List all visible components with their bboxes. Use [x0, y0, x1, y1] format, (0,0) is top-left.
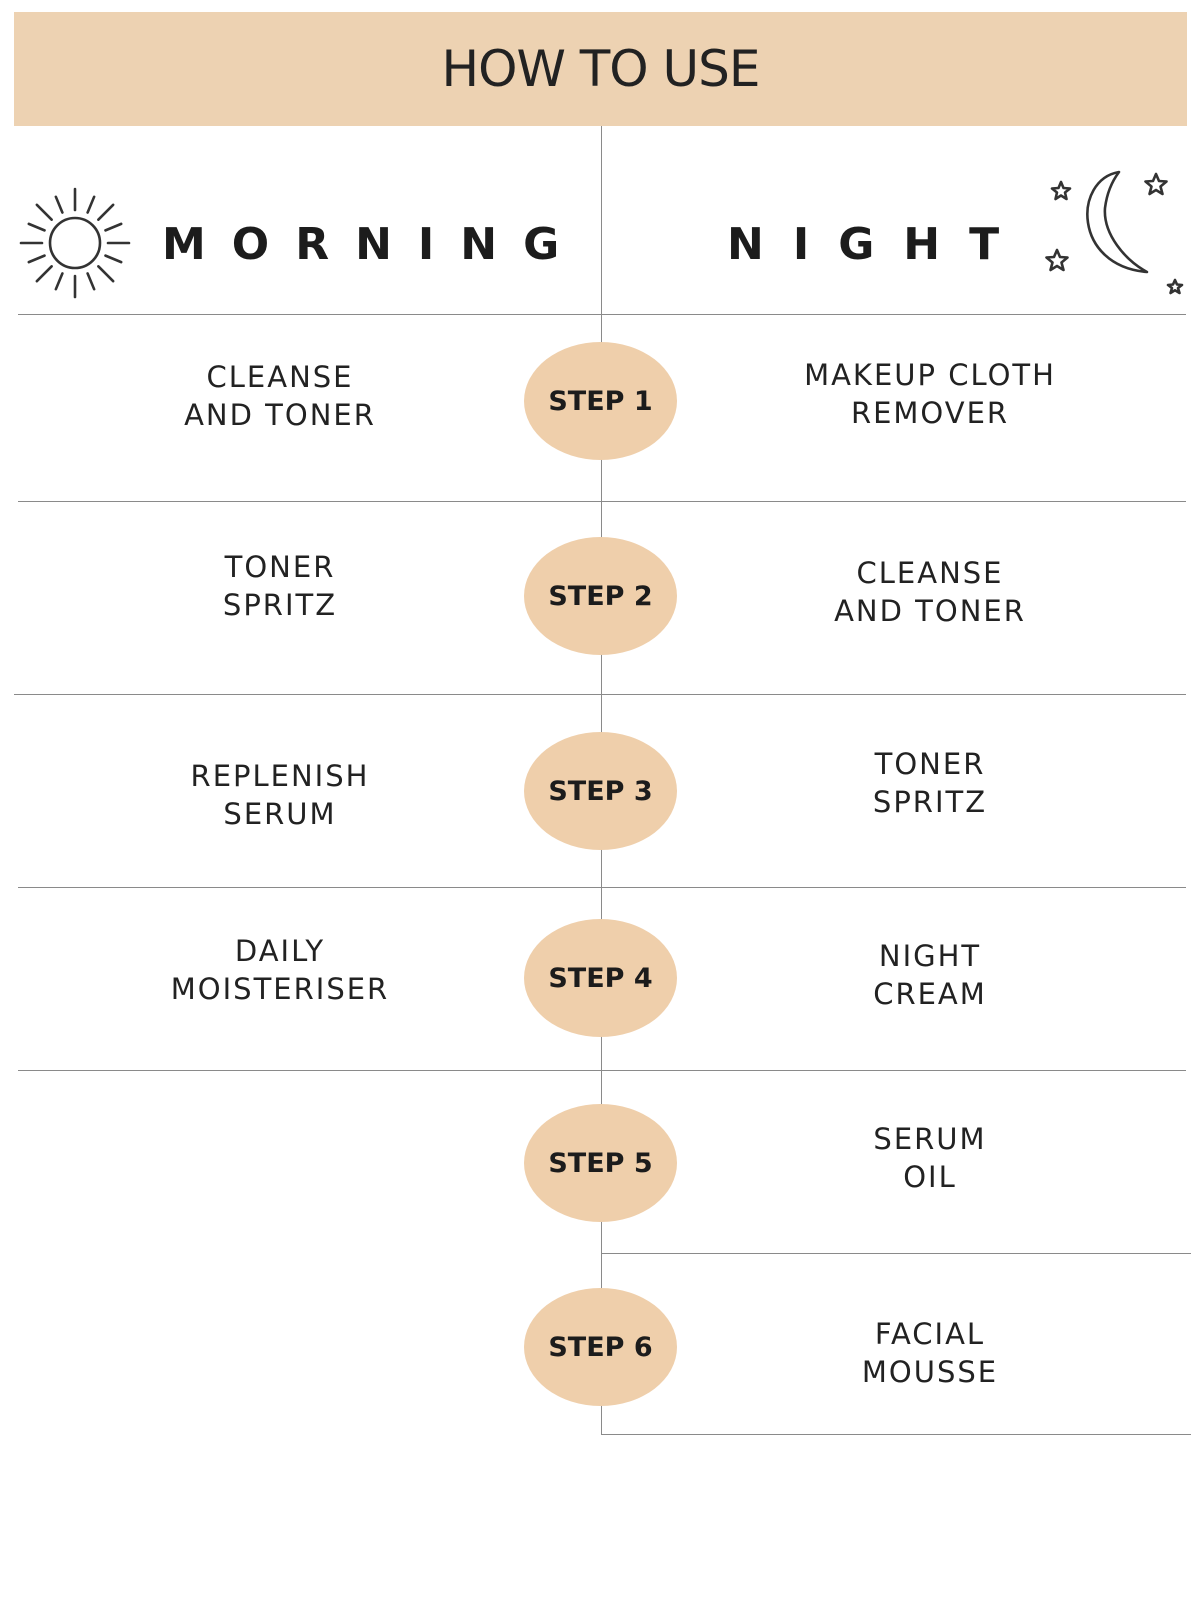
- sun-ray: [88, 197, 95, 213]
- morning-step-4: DAILY MOISTERISER: [170, 934, 390, 1006]
- night-step-1: MAKEUP CLOTH REMOVER: [804, 358, 1056, 430]
- row-divider: [601, 1434, 1191, 1435]
- step-3-badge: STEP 3: [524, 732, 677, 850]
- step-6-badge: STEP 6: [524, 1288, 677, 1406]
- morning-step-2: TONER SPRITZ: [222, 550, 338, 622]
- night-step-5: SERUM OIL: [873, 1122, 987, 1194]
- night-step-2: CLEANSE AND TONER: [834, 556, 1026, 628]
- sun-ray: [29, 224, 45, 231]
- sun-ray: [29, 256, 45, 263]
- morning-step-3: REPLENISH SERUM: [190, 759, 370, 831]
- row-divider: [18, 501, 1186, 502]
- sun-ray: [37, 205, 52, 220]
- row-divider: [18, 1070, 1186, 1071]
- step-4-badge: STEP 4: [524, 919, 677, 1037]
- sun-ray: [88, 273, 95, 289]
- night-step-3: TONER SPRITZ: [872, 747, 988, 819]
- sun-icon: [19, 187, 131, 299]
- step-2-badge: STEP 2: [524, 537, 677, 655]
- sun-ray: [105, 256, 121, 263]
- morning-step-1: CLEANSE AND TONER: [184, 360, 376, 432]
- header-banner: [14, 12, 1187, 126]
- sun-ray: [56, 273, 63, 289]
- moon-stars-icon: [1043, 168, 1193, 303]
- row-divider: [601, 1253, 1191, 1254]
- morning-heading: MORNING: [162, 218, 586, 270]
- night-step-6: FACIAL MOUSSE: [861, 1317, 999, 1389]
- sun-ray: [105, 224, 121, 231]
- sun-ray: [98, 205, 113, 220]
- step-5-badge: STEP 5: [524, 1104, 677, 1222]
- step-1-badge: STEP 1: [524, 342, 677, 460]
- page-title: HOW TO USE: [441, 40, 760, 98]
- sun-ray: [37, 266, 52, 281]
- row-divider: [18, 314, 1186, 315]
- night-heading: NIGHT: [727, 218, 1029, 270]
- night-step-4: NIGHT CREAM: [873, 939, 987, 1011]
- sun-ray: [98, 266, 113, 281]
- row-divider: [14, 694, 1186, 695]
- row-divider: [18, 887, 1186, 888]
- sun-ray: [56, 197, 63, 213]
